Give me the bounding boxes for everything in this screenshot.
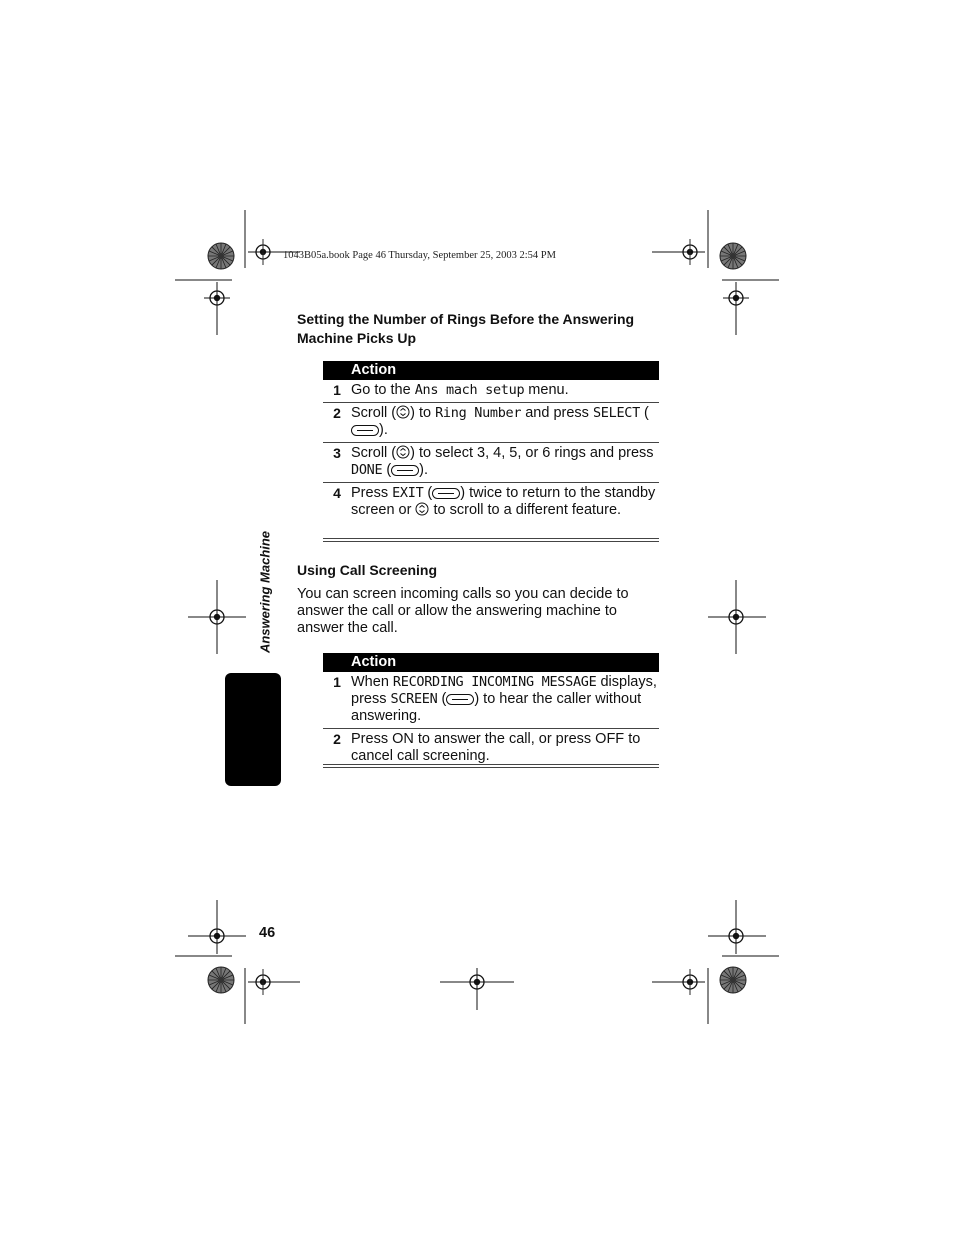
table-header-action: Action [351,653,659,672]
action-table-rings [323,361,659,522]
file-header: 1043B05a.book Page 46 Thursday, September 25, 2003 2:54 PM [283,250,556,261]
lcd-text: SCREEN [390,691,438,707]
lcd-text: EXIT [392,485,424,501]
table-row [323,403,659,443]
softkey-icon [446,694,474,705]
section-heading-call-screening: Using Call Screening [297,562,438,578]
intro-paragraph: You can screen incoming calls so you can decide to answer the call or allow the answering machine to answer the call. [297,586,629,636]
lcd-text: Ring Number [435,405,522,421]
table-header-action: Action [351,361,659,380]
softkey-icon [391,465,419,476]
chapter-side-tab [225,673,281,786]
step-text: Press ON to answer the call, or press OFF to cancel call screening. [351,731,641,764]
color-starburst-icon [720,967,746,993]
lcd-text: SELECT [592,405,640,421]
softkey-icon [351,425,379,436]
table-row [323,672,659,729]
step-text: Scroll ( ) to select 3, 4, 5, or 6 rings and press DONE ( ). [351,443,659,483]
table-end-rule [323,764,659,768]
scroll-icon [415,502,429,516]
page-number: 46 [259,925,276,941]
lcd-text: RECORDING INCOMING MESSAGE [392,674,597,690]
step-text: Scroll ( ) to Ring Number and press SELECT (). [351,403,659,443]
lcd-text: Ans mach setup [414,382,525,398]
lcd-text: DONE [351,462,383,478]
color-starburst-icon [720,243,746,269]
softkey-icon [432,488,460,499]
section-heading-rings: Setting the Number of Rings Before the Answering Machine Picks Up [297,311,635,346]
step-number: 4 [333,485,341,501]
table-row [323,483,659,523]
step-number: 2 [323,403,351,443]
step-number: 2 [333,731,341,747]
step-number: 1 [323,380,351,403]
step-number: 1 [323,672,351,729]
table-header-num [323,361,351,380]
table-row [323,443,659,483]
step-number: 3 [323,443,351,483]
step-text: Go to the Ans mach setup menu. [351,380,659,403]
action-table-call-screening [323,653,659,768]
table-end-rule [323,538,659,542]
step-text: Press EXIT ( ) twice to return to the standby screen or to scroll to a different feature. [351,485,656,518]
scroll-icon [396,445,410,459]
table-header-num [323,653,351,672]
step-text: When RECORDING INCOMING MESSAGE displays, press SCREEN ( ) to hear the caller without answering. [351,672,659,729]
scroll-icon [396,405,410,419]
color-starburst-icon [208,967,234,993]
chapter-label: Answering Machine [257,530,273,654]
table-row [323,380,659,403]
table-row [323,729,659,769]
color-starburst-icon [208,243,234,269]
